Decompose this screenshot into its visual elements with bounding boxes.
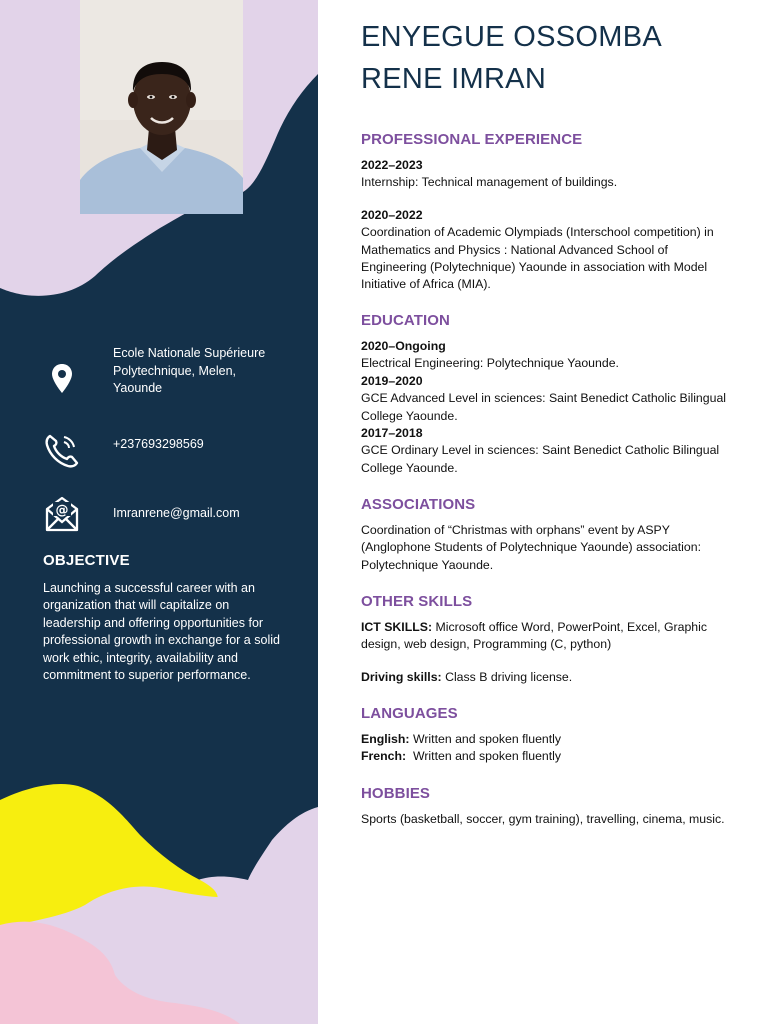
associations-text: Coordination of “Christmas with orphans” event by ASPY (Anglophone Students of Polytechnique Yaounde) association: Polytechnique Yaounde.: [361, 523, 702, 572]
language-french: [361, 748, 733, 765]
ict-skills-label: ICT SKILLS:: [361, 620, 433, 634]
skills-section: [361, 593, 733, 686]
language-english-label: English:: [361, 732, 410, 746]
education-item: [361, 425, 733, 477]
ict-skills: [361, 619, 733, 654]
languages-heading: LANGUAGES: [361, 705, 458, 722]
language-french-label: French:: [361, 749, 407, 764]
education-period: 2017–2018: [361, 426, 423, 441]
skills-heading: OTHER SKILLS: [361, 593, 473, 610]
driving-skills-label: Driving skills:: [361, 669, 442, 684]
education-description: GCE Ordinary Level in sciences: Saint Benedict Catholic Bilingual College Yaounde.: [361, 443, 720, 475]
driving-skills-text: Class B driving license.: [445, 669, 573, 684]
candidate-name: ENYEGUE OSSOMBA RENE IMRAN: [361, 21, 661, 95]
experience-period: 2020–2022: [361, 207, 423, 222]
experience-item: [361, 157, 733, 192]
hobbies-text: Sports (basketball, soccer, gym training), travelling, cinema, music.: [361, 812, 725, 826]
experience-heading: PROFESSIONAL EXPERIENCE: [361, 131, 583, 148]
education-item: [361, 338, 733, 373]
experience-section: [361, 131, 733, 294]
svg-text:@: @: [55, 503, 69, 518]
contact-email: Imranrene@gmail.com: [113, 506, 240, 520]
experience-period: 2022–2023: [361, 158, 423, 172]
associations-section: [361, 496, 733, 574]
phone-icon: [42, 432, 82, 470]
experience-description: Coordination of Academic Olympiads (Interschool competition) in Mathematics and Physics : National Advanced School of Engineering (Polytechnique) Yaounde in association with Model Initiative of Africa (MIA).: [361, 225, 714, 292]
education-description: Electrical Engineering: Polytechnique Yaounde.: [361, 356, 619, 371]
education-heading: EDUCATION: [361, 312, 450, 329]
education-period: 2020–Ongoing: [361, 339, 446, 353]
language-english-text: Written and spoken fluently: [412, 732, 562, 746]
language-french-text: Written and spoken fluently: [412, 749, 562, 764]
objective-text: Launching a successful career with an organization that will capitalize on leadership and offering opportunities for professional growth in exchange for a solid work ethic, integrity, availability and commitment to superior performance.: [43, 581, 280, 683]
language-english: [361, 731, 733, 748]
hobbies-heading: HOBBIES: [361, 785, 431, 802]
experience-item: [361, 207, 733, 294]
ict-skills-text: Microsoft office Word, PowerPoint, Excel, Graphic design, web design, Programming (C, python): [361, 620, 708, 652]
education-section: [361, 312, 733, 477]
objective-heading: OBJECTIVE: [43, 552, 130, 569]
profile-photo: [80, 0, 243, 214]
contact-phone: +237693298569: [113, 437, 204, 451]
driving-skills: [361, 669, 733, 686]
portrait-illustration: [80, 0, 243, 214]
education-period: 2019–2020: [361, 373, 423, 388]
email-envelope-icon: [42, 494, 82, 534]
education-item: [361, 373, 733, 425]
sidebar: [0, 0, 318, 1024]
contact-address: Ecole Nationale Supérieure Polytechnique, Melen, Yaounde: [113, 346, 266, 395]
location-pin-icon: [42, 362, 82, 396]
education-description: GCE Advanced Level in sciences: Saint Benedict Catholic Bilingual College Yaounde.: [361, 391, 727, 423]
experience-description: Internship: Technical management of buildings.: [361, 175, 618, 190]
associations-heading: ASSOCIATIONS: [361, 496, 476, 513]
hobbies-section: [361, 785, 733, 828]
languages-section: [361, 705, 733, 766]
